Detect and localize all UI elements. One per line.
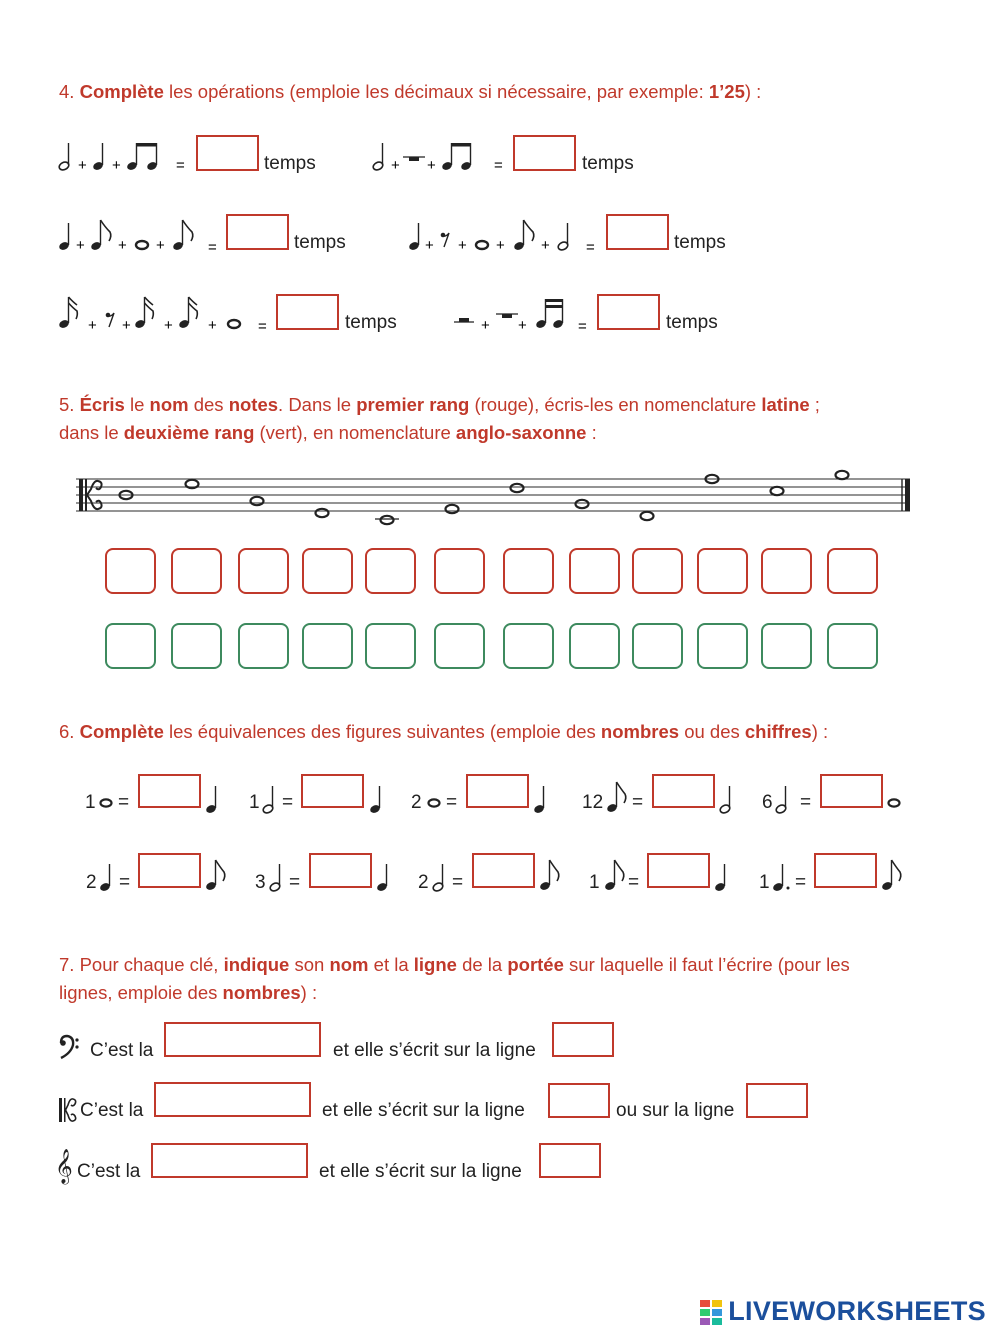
staff-note-12 — [836, 471, 849, 479]
q4-unit-6: temps — [666, 312, 718, 333]
q4-instruction: 4. Complète les opérations (emploie les décimaux si nécessaire, par exemple: 1’25) : — [59, 81, 762, 102]
svg-text:+: + — [425, 237, 434, 254]
staff-note-4 — [316, 509, 329, 517]
alto-cest-label: C’est la — [80, 1100, 144, 1121]
liveworksheets-logo — [700, 1296, 986, 1327]
latin-answer-5[interactable] — [365, 548, 416, 594]
eq6-eighth-note-icon — [205, 857, 227, 891]
eq9-eighth-note-icon — [604, 857, 626, 891]
eq3-whole-note-icon — [426, 794, 442, 810]
alto-clef-name-answer[interactable] — [154, 1082, 311, 1117]
q6-instruction: 6. Complète les équivalences des figures suivantes (emploie des nombres ou des chiffres) : — [59, 721, 829, 742]
q4-op2-notes — [372, 135, 512, 180]
eq8-count: 2 — [418, 872, 429, 893]
latin-answer-3[interactable] — [238, 548, 289, 594]
anglo-answer-2[interactable] — [171, 623, 222, 669]
latin-answer-8[interactable] — [569, 548, 620, 594]
svg-text:+: + — [164, 317, 173, 334]
liveworksheets-logo-icon — [700, 1298, 724, 1326]
eq1-count: 1 — [85, 792, 96, 813]
anglo-answer-7[interactable] — [503, 623, 554, 669]
staff-note-5 — [381, 516, 394, 524]
staff-note-8 — [576, 500, 589, 508]
eq4-eighth-note-icon — [606, 779, 628, 813]
svg-text:+: + — [156, 237, 165, 254]
svg-text:+: + — [88, 317, 97, 334]
eq9-count: 1 — [589, 872, 600, 893]
alto-ou-label: ou sur la ligne — [616, 1100, 735, 1121]
q4-op4-notes — [408, 215, 603, 260]
staff-note-11 — [771, 487, 784, 495]
treble-clef-name-answer[interactable] — [151, 1143, 308, 1178]
svg-text:+: + — [122, 317, 131, 334]
alto-clef-line-answer-2[interactable] — [746, 1083, 808, 1118]
eq3-quarter-note-icon — [533, 782, 549, 814]
anglo-answer-6[interactable] — [434, 623, 485, 669]
latin-answer-1[interactable] — [105, 548, 156, 594]
q4-op5-notes — [58, 293, 273, 338]
staff-note-9 — [641, 512, 654, 520]
eq4-half-note-icon — [719, 782, 735, 814]
eq1-whole-note-icon — [98, 794, 114, 810]
q5-staff — [76, 463, 916, 531]
eq1-answer[interactable] — [138, 774, 201, 808]
svg-text:=: = — [176, 157, 185, 174]
eq4-equals: = — [632, 792, 644, 813]
q4-op6-notes — [452, 293, 597, 338]
latin-answer-12[interactable] — [827, 548, 878, 594]
eq6-quarter-note-icon — [99, 860, 115, 892]
latin-answer-2[interactable] — [171, 548, 222, 594]
eq8-eighth-note-icon — [539, 857, 561, 891]
treble-cest-label: C’est la — [77, 1161, 141, 1182]
staff-note-7 — [511, 484, 524, 492]
eq9-quarter-note-icon — [714, 860, 730, 892]
q4-answer-3[interactable] — [226, 214, 289, 250]
q4-answer-5[interactable] — [276, 294, 339, 330]
svg-text:+: + — [518, 317, 527, 334]
latin-answer-4[interactable] — [302, 548, 353, 594]
eq5-half-note-icon — [775, 782, 791, 814]
q4-unit-3: temps — [294, 232, 346, 253]
alto-clef-small-icon — [58, 1096, 78, 1124]
bass-ecrit-label: et elle s’écrit sur la ligne — [333, 1040, 536, 1061]
alto-clef-line-answer-1[interactable] — [548, 1083, 610, 1118]
eq10-eighth-note-icon — [881, 857, 903, 891]
svg-text:+: + — [78, 157, 87, 174]
latin-answer-6[interactable] — [434, 548, 485, 594]
eq9-answer[interactable] — [647, 853, 710, 888]
eq4-count: 12 — [582, 792, 604, 813]
staff-note-6 — [446, 505, 459, 513]
eq2-count: 1 — [249, 792, 260, 813]
anglo-answer-10[interactable] — [697, 623, 748, 669]
q4-unit-2: temps — [582, 153, 634, 174]
anglo-answer-9[interactable] — [632, 623, 683, 669]
eq1-quarter-note-icon — [205, 782, 221, 814]
liveworksheets-wordmark: LIVEWORKSHEETS — [728, 1296, 986, 1326]
svg-text:+: + — [481, 317, 490, 334]
eq5-whole-note-icon — [886, 794, 902, 810]
svg-text:+: + — [112, 157, 121, 174]
svg-text:+: + — [458, 237, 467, 254]
svg-text:+: + — [391, 157, 400, 174]
eq3-equals: = — [446, 792, 458, 813]
latin-answer-7[interactable] — [503, 548, 554, 594]
eq5-answer[interactable] — [820, 774, 883, 808]
eq2-quarter-note-icon — [369, 782, 385, 814]
eq5-count: 6 — [762, 792, 773, 813]
anglo-answer-4[interactable] — [302, 623, 353, 669]
eq2-half-note-icon — [262, 782, 278, 814]
svg-text:=: = — [494, 157, 503, 174]
eq2-answer[interactable] — [301, 774, 364, 808]
eq9-equals: = — [628, 872, 640, 893]
eq7-half-note-icon — [269, 860, 285, 892]
eq3-answer[interactable] — [466, 774, 529, 808]
eq6-equals: = — [119, 872, 131, 893]
svg-text:=: = — [578, 318, 587, 335]
q4-unit-4: temps — [674, 232, 726, 253]
q4-op3-notes — [58, 215, 223, 260]
q4-answer-2[interactable] — [513, 135, 576, 171]
eq7-quarter-note-icon — [376, 860, 392, 892]
eq10-dotted-quarter-note-icon — [772, 860, 794, 892]
eq8-half-note-icon — [432, 860, 448, 892]
bass-clef-icon — [58, 1034, 80, 1060]
alto-ecrit-label: et elle s’écrit sur la ligne — [322, 1100, 525, 1121]
eq7-answer[interactable] — [309, 853, 372, 888]
svg-text:=: = — [586, 239, 595, 256]
bass-clef-name-answer[interactable] — [164, 1022, 321, 1057]
staff-note-3 — [251, 497, 264, 505]
eq6-answer[interactable] — [138, 853, 201, 888]
svg-text:+: + — [208, 317, 217, 334]
q4-answer-4[interactable] — [606, 214, 669, 250]
eq7-count: 3 — [255, 872, 266, 893]
anglo-answer-3[interactable] — [238, 623, 289, 669]
latin-answer-9[interactable] — [632, 548, 683, 594]
eq2-equals: = — [282, 792, 294, 813]
latin-answer-10[interactable] — [697, 548, 748, 594]
q5-instruction: 5. Écris le nom des notes. Dans le premier rang (rouge), écris-les en nomenclature latine ; dans le deuxième rang (vert), en nomenclature anglo-saxonne : — [59, 394, 820, 443]
svg-text:+: + — [118, 237, 127, 254]
svg-text:+: + — [427, 157, 436, 174]
eq10-equals: = — [795, 872, 807, 893]
anglo-answer-11[interactable] — [761, 623, 812, 669]
svg-text:+: + — [496, 237, 505, 254]
treble-clef-line-answer[interactable] — [539, 1143, 601, 1178]
q4-answer-6[interactable] — [597, 294, 660, 330]
q4-answer-1[interactable] — [196, 135, 259, 171]
anglo-answer-5[interactable] — [365, 623, 416, 669]
eq10-count: 1 — [759, 872, 770, 893]
eq1-equals: = — [118, 792, 130, 813]
treble-ecrit-label: et elle s’écrit sur la ligne — [319, 1161, 522, 1182]
eq4-answer[interactable] — [652, 774, 715, 808]
anglo-answer-1[interactable] — [105, 623, 156, 669]
svg-text:+: + — [541, 237, 550, 254]
q4-unit-5: temps — [345, 312, 397, 333]
q4-unit-1: temps — [264, 153, 316, 174]
bass-clef-line-answer[interactable] — [552, 1022, 614, 1057]
q7-instruction: 7. Pour chaque clé, indique son nom et la ligne de la portée sur laquelle il faut l’écrire (pour les lignes, emploie des nombres) : — [59, 954, 850, 1003]
eq8-equals: = — [452, 872, 464, 893]
bass-cest-label: C’est la — [90, 1040, 154, 1061]
eq5-equals: = — [800, 792, 812, 813]
anglo-answer-8[interactable] — [569, 623, 620, 669]
eq6-count: 2 — [86, 872, 97, 893]
svg-text:+: + — [76, 237, 85, 254]
eq10-answer[interactable] — [814, 853, 877, 888]
anglo-answer-12[interactable] — [827, 623, 878, 669]
treble-clef-icon: 𝄞 — [55, 1149, 73, 1184]
svg-text:=: = — [258, 318, 267, 335]
latin-answer-11[interactable] — [761, 548, 812, 594]
eq8-answer[interactable] — [472, 853, 535, 888]
svg-text:=: = — [208, 239, 217, 256]
eq3-count: 2 — [411, 792, 422, 813]
q4-op1-notes — [58, 135, 198, 180]
eq7-equals: = — [289, 872, 301, 893]
